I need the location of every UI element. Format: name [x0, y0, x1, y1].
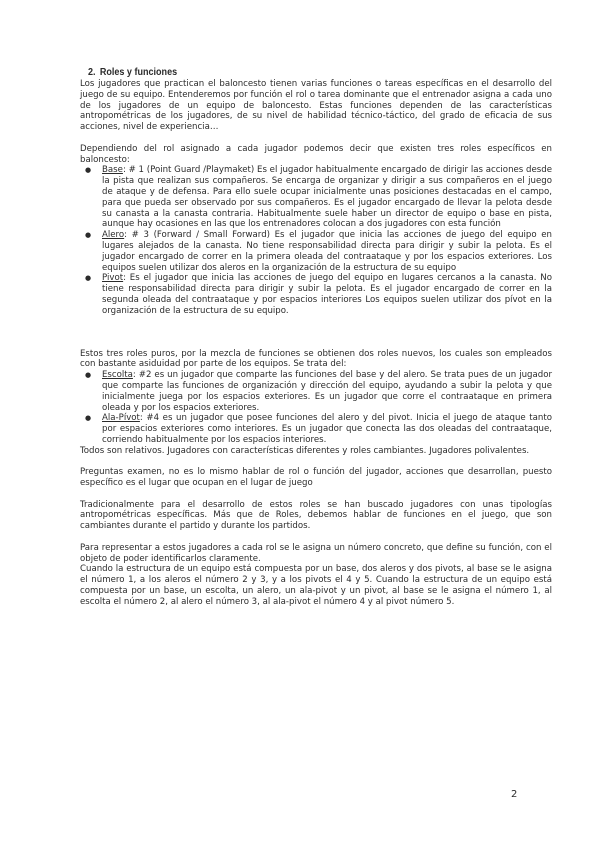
list-item-escolta: [80, 370, 552, 413]
role-term: Alero: [102, 230, 125, 241]
page-number: 2: [511, 789, 518, 800]
roles-intro-paragraph: Dependiendo del rol asignado a cada jugador podemos decir que existen tres roles específicos en baloncesto:: [80, 143, 552, 165]
role-term: Ala-Pívot: [102, 413, 140, 424]
relative-paragraph: Todos son relativos. Jugadores con características diferentes y roles cambiantes. Jugadores polivalentes.: [80, 445, 530, 456]
section-heading: [88, 66, 487, 79]
numbers-intro-paragraph: Para representar a estos jugadores a cada rol se le asigna un número concreto, que define su función, con el objeto de poder identificarlos claramente.: [80, 542, 552, 564]
exam-paragraph: Preguntas examen, no es lo mismo hablar de rol o función del jugador, acciones que desarrollan, puesto específico es el lugar que ocupan en el lugar de juego: [80, 467, 552, 489]
intro-paragraph: Los jugadores que practican el baloncesto tienen varias funciones o tareas específicas en el desarrollo del juego de su equipo. Entenderemos por función el rol o tarea dominante que el entrenador asigna a cada uno de los jugadores de un equipo de baloncesto. Estas funciones dependen de las características antropométricas de los jugadores, de su nivel de habilidad técnico-táctico, del grado de eficacia de sus acciones, nivel de experiencia…: [80, 79, 552, 133]
list-item-base: [80, 165, 552, 230]
derived-roles-intro-paragraph: Estos tres roles puros, por la mezcla de funciones se obtienen dos roles nuevos, los cuales son empleados con bastante asiduidad por parte de los equipos. Se trata del:: [80, 348, 552, 370]
list-item-ala-pivot: [80, 413, 552, 445]
role-term: Pivot: [102, 273, 124, 284]
role-description: : # 3 (Forward / Small Forward) Es el jugador que inicia las acciones de juego del equipo en lugares alejados de la canasta. No tiene responsabilidad directa para dirigir y subir la pelota. Es el jugador encargado de correr en la primera oleada del contraataque y por los espacios exteriores. Los equipos suelen utilizar dos aleros en la organización de la estructura de su equipo: [102, 230, 552, 273]
role-description: : # 1 (Point Guard /Playmaket) Es el jugador habitualmente encargado de dirigir las acciones desde la pista que realizan sus compañeros. Se encarga de organizar y dirigir a sus compañeros en el juego de ataque y de defensa. Para ello suele ocupar inicialmente unas posiciones destacadas en el campo, para que pueda ser observado por sus compañeros. Es el jugador encargado de llevar la pelota desde su canasta a la canasta contraria. Habitualmente suele haber un director de equipo o base en pista, aunque hay ocasiones en las que los entrenadores colocan a dos jugadores con esta función: [102, 165, 552, 230]
numbers-detail-paragraph: Cuando la estructura de un equipo está compuesta por un base, dos aleros y dos pivots, al base se le asigna el número 1, a los aleros el número 2 y 3, y a los pivots el 4 y 5. Cuando la estructura de un equipo está compuesta por un base, un escolta, un alero, un ala-pivot y un pivot, al base se le asigna el número 1, al escolta el número 2, al alero el número 3, al ala-pivot el número 4 y al pivot número 5.: [80, 564, 552, 607]
roles-list: [80, 165, 552, 316]
derived-roles-list: [80, 370, 552, 446]
role-description: : #2 es un jugador que comparte las funciones del base y del alero. Se trata pues de un jugador que comparte las funciones de organización y dirección del equipo, ayudando a subir la pelota y que inicialmente juega por los espacios exteriores. Es un jugador que corre el contraataque en primera oleada y por los espacios exteriores.: [102, 370, 552, 413]
list-item-pivot: [80, 273, 552, 316]
traditional-paragraph: Tradicionalmente para el desarrollo de estos roles se han buscado jugadores con unas tipologías antropométricas específicas. Más que de Roles, debemos hablar de funciones en el juego, que son cambiantes durante el partido y durante los partidos.: [80, 499, 552, 532]
document-page: [80, 66, 552, 608]
role-description: : #4 es un jugador que posee funciones del alero y del pivot. Inicia el juego de ataque tanto por espacios exteriores como interiores. Es un jugador que conecta las dos oleadas del contraataque, corriendo habitualmente por los espacios interiores.: [102, 413, 552, 445]
section-title: Roles y funciones: [99, 66, 178, 78]
role-term: Base: [102, 165, 123, 176]
role-term: Escolta: [102, 370, 133, 381]
list-item-alero: [80, 230, 552, 273]
role-description: : Es el jugador que inicia las acciones de juego del equipo en lugares cercanos a la canasta. No tiene responsabilidad directa para dirigir y subir la pelota. Es el jugador encargado de correr en la segunda oleada del contraataque y por espacios interiores Los equipos suelen utilizar dos pívot en la organización de la estructura de su equipo.: [102, 273, 552, 316]
section-number: 2.: [88, 66, 96, 78]
